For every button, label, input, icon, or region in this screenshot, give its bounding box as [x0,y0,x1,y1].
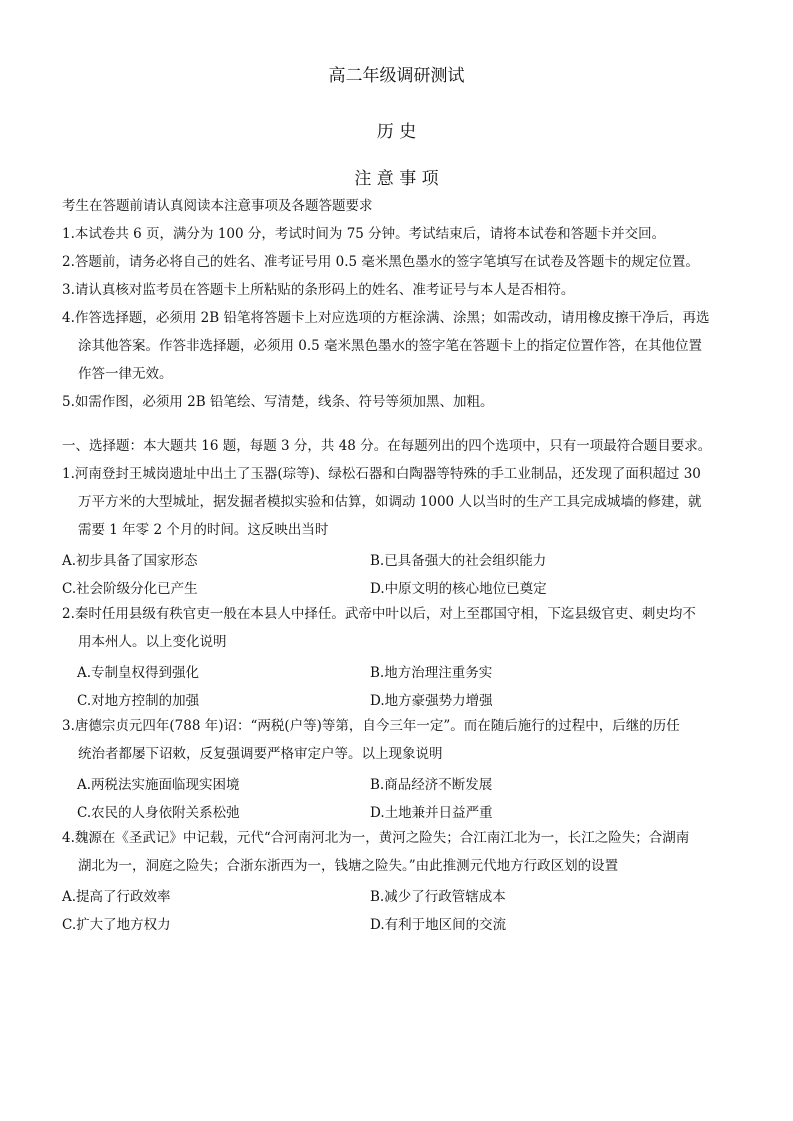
question-1-option-d: D.中原文明的核心地位已奠定 [370,581,547,597]
question-4-option-d: D.有利于地区间的交流 [370,917,507,933]
question-4-option-c: C.扩大了地方权力 [62,917,171,933]
section-heading: 一、选择题：本大题共 16 题，每题 3 分，共 48 分。在每题列出的四个选项中，只有一项最符合题目要求。 [62,438,712,454]
question-2-option-a: A.专制皇权得到强化 [77,665,200,681]
notice-item-continued: 作答一律无效。 [78,366,173,382]
question-1-option-a: A.初步具备了国家形态 [62,553,198,569]
question-1-option-c: C.社会阶级分化已产生 [62,581,198,597]
question-3-stem: 3.唐德宗贞元四年(788 年)诏：“两税(户等)等第，自今三年一定”。而在随后施行的过程中，后继的历任 [62,718,680,734]
notice-item-continued: 涂其他答案。作答非选择题，必须用 0.5 毫米黑色墨水的签字笔在答题卡上的指定位置作答，在其他位置 [78,338,703,354]
question-3-option-a: A.两税法实施面临现实困境 [77,777,240,793]
question-2-stem: 2.秦时任用县级有秩官吏一般在本县人中择任。武帝中叶以后，对上至郡国守相，下迄县级官吏、刺史均不 [62,606,696,622]
question-1-stem: 万平方米的大型城址，据发掘者模拟实验和估算，如调动 1000 人以当时的生产工具完成城墙的修建，就 [78,494,702,510]
notice-intro: 考生在答题前请认真阅读本注意事项及各题答题要求 [62,198,373,214]
question-2-stem: 用本州人。以上变化说明 [78,634,227,650]
question-4-option-b: B.减少了行政管辖成本 [370,889,506,905]
question-4-option-a: A.提高了行政效率 [62,889,171,905]
notice-item: 2.答题前，请务必将自己的姓名、准考证号用 0.5 毫米黑色墨水的签字笔填写在试卷及答题卡的规定位置。 [62,254,699,270]
question-1-stem: 需要 1 年零 2 个月的时间。这反映出当时 [78,522,329,538]
subject-title: 历 史 [376,122,417,142]
question-2-option-c: C.对地方控制的加强 [77,693,200,709]
question-3-option-c: C.农民的人身依附关系松弛 [77,805,240,821]
notice-item: 3.请认真核对监考员在答题卡上所粘贴的条形码上的姓名、准考证号与本人是否相符。 [62,282,575,298]
exam-title: 高二年级调研测试 [328,66,465,86]
question-4-stem: 湖北为一，洞庭之险失；合浙东浙西为一，钱塘之险失。”由此推测元代地方行政区划的设置 [78,858,619,874]
question-2-option-b: B.地方治理注重务实 [370,665,493,681]
notice-item: 1.本试卷共 6 页，满分为 100 分，考试时间为 75 分钟。考试结束后，请将本试卷和答题卡并交回。 [62,226,666,242]
question-3-option-b: B.商品经济不断发展 [370,777,493,793]
question-1-stem: 1.河南登封王城岗遗址中出土了玉器(琮等)、绿松石器和白陶器等特殊的手工业制品，还发现了面积超过 30 [62,466,701,482]
question-4-stem: 4.魏源在《圣武记》中记载，元代“合河南河北为一，黄河之险失；合江南江北为一，长江之险失；合湖南 [62,830,690,846]
notice-item: 4.作答选择题，必须用 2B 铅笔将答题卡上对应选项的方框涂满、涂黑；如需改动，请用橡皮擦干净后，再选 [62,310,710,326]
question-2-option-d: D.地方豪强势力增强 [370,693,493,709]
question-1-option-b: B.已具备强大的社会组织能力 [370,553,547,569]
notice-item: 5.如需作图，必须用 2B 铅笔绘、写清楚，线条、符号等须加黑、加粗。 [62,394,494,410]
question-3-stem: 统治者都屡下诏敕，反复强调要严格审定户等。以上现象说明 [78,746,443,762]
notice-title: 注 意 事 项 [354,169,439,189]
question-3-option-d: D.土地兼并日益严重 [370,805,493,821]
